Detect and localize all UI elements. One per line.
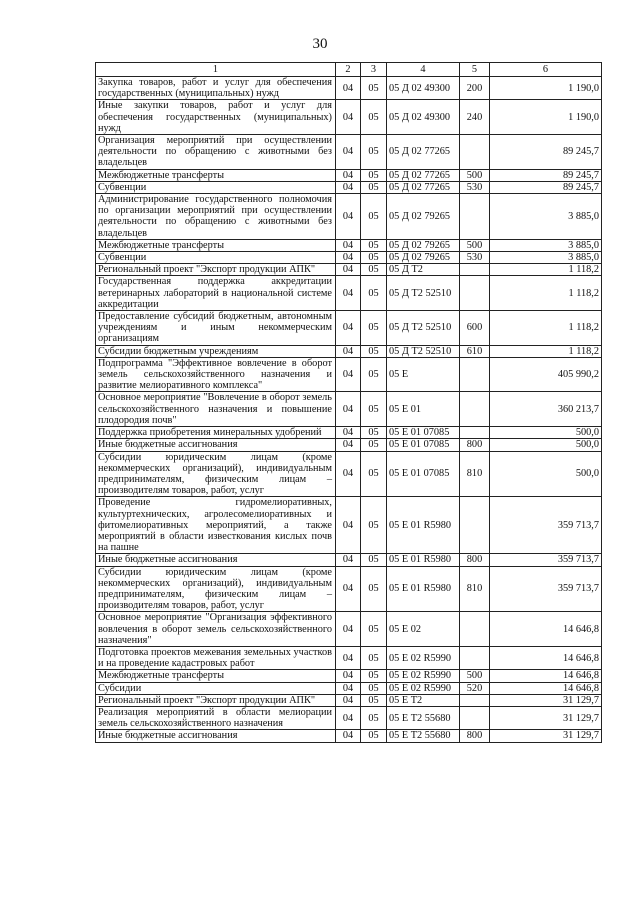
expense-type-code: 530 (460, 181, 490, 193)
expense-type-code: 200 (460, 77, 490, 100)
expense-type-code: 500 (460, 670, 490, 682)
target-article-code: 05 Е 01 R5980 (387, 566, 460, 612)
row-name: Государственная поддержка аккредитации ветеринарных лабораторий в национальной системе аккредитации (96, 276, 336, 311)
section-code: 04 (336, 77, 361, 100)
subsection-code: 05 (361, 439, 387, 451)
amount: 14 646,8 (490, 670, 602, 682)
table-row (96, 706, 602, 729)
row-name: Субвенции (96, 252, 336, 264)
section-code: 04 (336, 427, 361, 439)
target-article-code: 05 Д 02 79265 (387, 252, 460, 264)
section-code: 04 (336, 345, 361, 357)
section-code: 04 (336, 439, 361, 451)
amount: 359 713,7 (490, 566, 602, 612)
subsection-code: 05 (361, 694, 387, 706)
section-code: 04 (336, 252, 361, 264)
header-cell: 1 (96, 63, 336, 77)
target-article-code: 05 Д 02 77265 (387, 169, 460, 181)
amount: 405 990,2 (490, 357, 602, 392)
section-code: 04 (336, 392, 361, 427)
row-name: Межбюджетные трансферты (96, 670, 336, 682)
section-code: 04 (336, 646, 361, 669)
subsection-code: 05 (361, 239, 387, 251)
subsection-code: 05 (361, 566, 387, 612)
amount: 1 190,0 (490, 100, 602, 135)
table-row (96, 439, 602, 451)
table-row (96, 694, 602, 706)
expense-type-code (460, 357, 490, 392)
subsection-code: 05 (361, 264, 387, 276)
subsection-code: 05 (361, 392, 387, 427)
expense-type-code: 800 (460, 439, 490, 451)
row-name: Региональный проект "Экспорт продукции АПК" (96, 694, 336, 706)
table-row (96, 252, 602, 264)
row-name: Региональный проект "Экспорт продукции АПК" (96, 264, 336, 276)
row-name: Субсидии юридическим лицам (кроме некоммерческих организаций), индивидуальным предпринимателям, физическим лицам – производителям товаров, работ, услуг (96, 451, 336, 497)
table-row (96, 392, 602, 427)
target-article-code: 05 Е Т2 55680 (387, 706, 460, 729)
row-name: Поддержка приобретения минеральных удобрений (96, 427, 336, 439)
row-name: Подготовка проектов межевания земельных участков и на проведение кадастровых работ (96, 646, 336, 669)
header-cell: 6 (490, 63, 602, 77)
subsection-code: 05 (361, 646, 387, 669)
section-code: 04 (336, 451, 361, 497)
row-name: Предоставление субсидий бюджетным, автономным учреждениям и иным некоммерческим организациям (96, 311, 336, 346)
section-code: 04 (336, 566, 361, 612)
target-article-code: 05 Д Т2 52510 (387, 276, 460, 311)
section-code: 04 (336, 682, 361, 694)
section-code: 04 (336, 670, 361, 682)
section-code: 04 (336, 612, 361, 647)
target-article-code: 05 Д Т2 52510 (387, 311, 460, 346)
section-code: 04 (336, 169, 361, 181)
row-name: Иные бюджетные ассигнования (96, 730, 336, 742)
expense-type-code: 810 (460, 451, 490, 497)
amount: 359 713,7 (490, 497, 602, 554)
table-row (96, 646, 602, 669)
expense-type-code (460, 694, 490, 706)
expense-type-code: 500 (460, 169, 490, 181)
expense-type-code (460, 497, 490, 554)
row-name: Субсидии бюджетным учреждениям (96, 345, 336, 357)
expense-type-code (460, 427, 490, 439)
row-name: Субвенции (96, 181, 336, 193)
target-article-code: 05 Д 02 79265 (387, 194, 460, 240)
row-name: Реализация мероприятий в области мелиорации земель сельскохозяйственного назначения (96, 706, 336, 729)
table-row (96, 357, 602, 392)
subsection-code: 05 (361, 276, 387, 311)
table-row (96, 566, 602, 612)
target-article-code: 05 Е Т2 55680 (387, 730, 460, 742)
amount: 14 646,8 (490, 612, 602, 647)
amount: 3 885,0 (490, 239, 602, 251)
target-article-code: 05 Д 02 49300 (387, 77, 460, 100)
amount: 1 118,2 (490, 276, 602, 311)
amount: 31 129,7 (490, 730, 602, 742)
section-code: 04 (336, 194, 361, 240)
row-name: Иные бюджетные ассигнования (96, 554, 336, 566)
subsection-code: 05 (361, 730, 387, 742)
target-article-code: 05 Е 02 R5990 (387, 646, 460, 669)
table-row (96, 135, 602, 170)
section-code: 04 (336, 694, 361, 706)
target-article-code: 05 Д 02 49300 (387, 100, 460, 135)
target-article-code: 05 Е 01 R5980 (387, 554, 460, 566)
section-code: 04 (336, 276, 361, 311)
table-header-row (96, 63, 602, 77)
amount: 14 646,8 (490, 682, 602, 694)
target-article-code: 05 Д 02 77265 (387, 135, 460, 170)
header-cell: 3 (361, 63, 387, 77)
table-row (96, 670, 602, 682)
table-row (96, 239, 602, 251)
target-article-code: 05 Д 02 77265 (387, 181, 460, 193)
subsection-code: 05 (361, 706, 387, 729)
amount: 1 118,2 (490, 311, 602, 346)
table-row (96, 311, 602, 346)
amount: 3 885,0 (490, 194, 602, 240)
expense-type-code (460, 646, 490, 669)
subsection-code: 05 (361, 670, 387, 682)
table-row (96, 682, 602, 694)
row-name: Закупка товаров, работ и услуг для обеспечения государственных (муниципальных) нужд (96, 77, 336, 100)
section-code: 04 (336, 100, 361, 135)
target-article-code: 05 Е 02 R5990 (387, 682, 460, 694)
expense-type-code: 520 (460, 682, 490, 694)
row-name: Основное мероприятие "Вовлечение в оборот земель сельскохозяйственного назначения и повышение плодородия почв" (96, 392, 336, 427)
table-row (96, 77, 602, 100)
expense-type-code: 810 (460, 566, 490, 612)
amount: 359 713,7 (490, 554, 602, 566)
subsection-code: 05 (361, 427, 387, 439)
expense-type-code (460, 276, 490, 311)
expense-type-code: 800 (460, 730, 490, 742)
amount: 1 190,0 (490, 77, 602, 100)
table-row (96, 451, 602, 497)
subsection-code: 05 (361, 451, 387, 497)
target-article-code: 05 Е Т2 (387, 694, 460, 706)
table-row (96, 612, 602, 647)
header-cell: 4 (387, 63, 460, 77)
target-article-code: 05 Д Т2 52510 (387, 345, 460, 357)
expense-type-code: 600 (460, 311, 490, 346)
header-cell: 5 (460, 63, 490, 77)
amount: 360 213,7 (490, 392, 602, 427)
page-number: 30 (312, 36, 328, 52)
section-code: 04 (336, 181, 361, 193)
amount: 1 118,2 (490, 345, 602, 357)
row-name: Межбюджетные трансферты (96, 169, 336, 181)
row-name: Администрирование государственного полномочия по организации мероприятий при осуществлении деятельности по обращению с животными без владельцев (96, 194, 336, 240)
subsection-code: 05 (361, 194, 387, 240)
section-code: 04 (336, 357, 361, 392)
table-row (96, 730, 602, 742)
section-code: 04 (336, 554, 361, 566)
subsection-code: 05 (361, 311, 387, 346)
target-article-code: 05 Е 01 (387, 392, 460, 427)
subsection-code: 05 (361, 345, 387, 357)
row-name: Проведение гидромелиоративных, культуртехнических, агролесомелиоративных и фитомелиоративных мероприятий, а также мероприятий в области известкования кислых почв на пашне (96, 497, 336, 554)
amount: 31 129,7 (490, 706, 602, 729)
row-name: Субсидии юридическим лицам (кроме некоммерческих организаций), индивидуальным предпринимателям, физическим лицам – производителям товаров, работ, услуг (96, 566, 336, 612)
expense-type-code: 800 (460, 554, 490, 566)
table-row (96, 427, 602, 439)
subsection-code: 05 (361, 181, 387, 193)
expense-type-code (460, 264, 490, 276)
target-article-code: 05 Е 02 (387, 612, 460, 647)
section-code: 04 (336, 311, 361, 346)
table-row (96, 194, 602, 240)
row-name: Основное мероприятие "Организация эффективного вовлечения в оборот земель сельскохозяйственного назначения" (96, 612, 336, 647)
amount: 500,0 (490, 451, 602, 497)
expense-type-code (460, 392, 490, 427)
subsection-code: 05 (361, 135, 387, 170)
amount: 500,0 (490, 427, 602, 439)
subsection-code: 05 (361, 682, 387, 694)
amount: 89 245,7 (490, 169, 602, 181)
table-row (96, 345, 602, 357)
target-article-code: 05 Е 01 07085 (387, 451, 460, 497)
section-code: 04 (336, 264, 361, 276)
row-name: Иные закупки товаров, работ и услуг для обеспечения государственных (муниципальных) нужд (96, 100, 336, 135)
row-name: Подпрограмма "Эффективное вовлечение в оборот земель сельскохозяйственного назначения и развитие мелиоративного комплекса" (96, 357, 336, 392)
expense-type-code (460, 612, 490, 647)
expense-type-code (460, 194, 490, 240)
target-article-code: 05 Е 01 R5980 (387, 497, 460, 554)
expense-type-code (460, 706, 490, 729)
table-row (96, 169, 602, 181)
table-row (96, 276, 602, 311)
target-article-code: 05 Е 01 07085 (387, 439, 460, 451)
amount: 1 118,2 (490, 264, 602, 276)
subsection-code: 05 (361, 77, 387, 100)
table-row (96, 100, 602, 135)
amount: 500,0 (490, 439, 602, 451)
subsection-code: 05 (361, 100, 387, 135)
row-name: Субсидии (96, 682, 336, 694)
target-article-code: 05 Д Т2 (387, 264, 460, 276)
section-code: 04 (336, 706, 361, 729)
table-row (96, 554, 602, 566)
subsection-code: 05 (361, 497, 387, 554)
section-code: 04 (336, 730, 361, 742)
subsection-code: 05 (361, 612, 387, 647)
header-cell: 2 (336, 63, 361, 77)
target-article-code: 05 Е 01 07085 (387, 427, 460, 439)
subsection-code: 05 (361, 357, 387, 392)
amount: 3 885,0 (490, 252, 602, 264)
expense-type-code (460, 135, 490, 170)
target-article-code: 05 Е (387, 357, 460, 392)
row-name: Иные бюджетные ассигнования (96, 439, 336, 451)
subsection-code: 05 (361, 554, 387, 566)
expense-type-code: 530 (460, 252, 490, 264)
expense-type-code: 610 (460, 345, 490, 357)
section-code: 04 (336, 497, 361, 554)
target-article-code: 05 Д 02 79265 (387, 239, 460, 251)
row-name: Организация мероприятий при осуществлении деятельности по обращению с животными без владельцев (96, 135, 336, 170)
amount: 31 129,7 (490, 694, 602, 706)
row-name: Межбюджетные трансферты (96, 239, 336, 251)
expense-type-code: 500 (460, 239, 490, 251)
amount: 14 646,8 (490, 646, 602, 669)
table-row (96, 181, 602, 193)
expense-type-code: 240 (460, 100, 490, 135)
table-row (96, 497, 602, 554)
amount: 89 245,7 (490, 181, 602, 193)
section-code: 04 (336, 135, 361, 170)
target-article-code: 05 Е 02 R5990 (387, 670, 460, 682)
subsection-code: 05 (361, 252, 387, 264)
section-code: 04 (336, 239, 361, 251)
subsection-code: 05 (361, 169, 387, 181)
table-row (96, 264, 602, 276)
budget-table (95, 62, 602, 743)
amount: 89 245,7 (490, 135, 602, 170)
